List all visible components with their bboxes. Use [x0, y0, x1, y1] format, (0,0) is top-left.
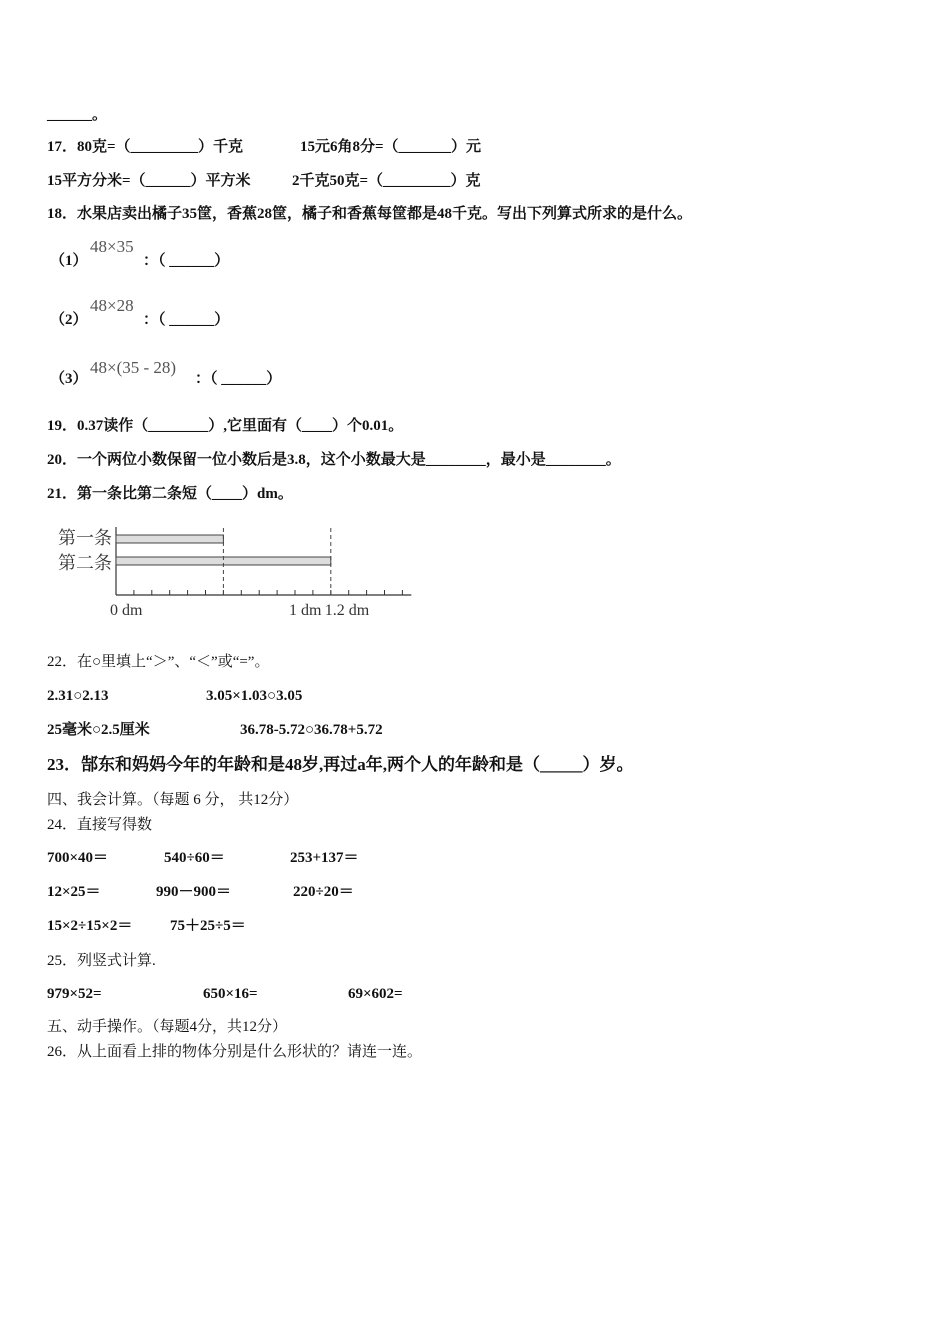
q25-stem: 25．列竖式计算. — [47, 953, 156, 969]
bar-first — [116, 535, 223, 543]
q22-compare-3: 25毫米○2.5厘米 — [47, 722, 150, 738]
previous-question-tail: ______。 — [47, 107, 108, 123]
q26-line: 26．从上面看上排的物体分别是什么形状的？请连一连。 — [47, 1044, 423, 1060]
q24-calc-4: 12×25＝ — [47, 884, 101, 900]
bar-length-diagram — [40, 520, 420, 625]
q22-compare-1: 2.31○2.13 — [47, 688, 109, 704]
q18-item-3-label: （3） — [50, 371, 88, 387]
axis-tick-labels — [110, 602, 370, 619]
axis-tick-label: 1 dm — [289, 602, 322, 619]
q24-calc-3: 253+137＝ — [290, 850, 359, 866]
q24-calc-2: 540÷60＝ — [164, 850, 225, 866]
q17-conversion-yuan: 15元6角8分=（_______）元 — [300, 139, 482, 155]
q24-calc-7: 15×2÷15×2＝ — [47, 918, 133, 934]
q18-stem: 18．水果店卖出橘子35筐，香蕉28筐，橘子和香蕉每筐都是48千克。写出下列算式所求的是什么。 — [47, 206, 693, 222]
q24-calc-1: 700×40＝ — [47, 850, 109, 866]
q18-item-1-answer: ：（ ______） — [143, 253, 230, 269]
q21-stem: 21．第一条比第二条短（____）dm。 — [47, 486, 293, 502]
q22-compare-2: 3.05×1.03○3.05 — [206, 688, 303, 704]
section-5-heading: 五、动手操作。（每题4分，共12分） — [47, 1019, 288, 1035]
q25-calc-3: 69×602= — [348, 986, 403, 1002]
q17-conversion-gram: 2千克50克=（_________）克 — [292, 173, 481, 189]
q18-item-2-label: （2） — [50, 312, 88, 328]
q25-calc-1: 979×52= — [47, 986, 102, 1002]
q24-calc-8: 75＋25÷5＝ — [170, 918, 246, 934]
q17-conversion-kilogram: 17．80克=（_________）千克 — [47, 139, 244, 155]
q18-item-3-answer: ：（ ______） — [195, 371, 282, 387]
q22-stem: 22．在○里填上“＞”、“＜”或“=”。 — [47, 654, 270, 670]
q20-line: 20．一个两位小数保留一位小数后是3.8，这个小数最大是________，最小是________。 — [47, 452, 621, 468]
q18-item-1-label: （1） — [50, 253, 88, 269]
q17-conversion-square-meter: 15平方分米=（______）平方米 — [47, 173, 251, 189]
q24-calc-5: 990－900＝ — [156, 884, 232, 900]
q24-stem: 24．直接写得数 — [47, 817, 153, 833]
q24-calc-6: 220÷20＝ — [293, 884, 354, 900]
section-4-heading: 四、我会计算。（每题 6 分， 共12分） — [47, 792, 299, 808]
q18-item-2-answer: ：（ ______） — [143, 312, 230, 328]
q22-compare-4: 36.78-5.72○36.78+5.72 — [240, 722, 383, 738]
bar-label-first: 第一条 — [58, 528, 112, 548]
q25-calc-2: 650×16= — [203, 986, 258, 1002]
axis-ticks — [116, 590, 402, 595]
axis-tick-label: 0 dm — [110, 602, 143, 619]
q18-item-3-formula: 48×(35 - 28) — [90, 358, 177, 377]
q18-item-1-formula: 48×35 — [90, 237, 134, 256]
axis-tick-label: 1.2 dm — [324, 602, 370, 619]
q18-item-2-formula: 48×28 — [90, 296, 134, 315]
bar-label-second: 第二条 — [58, 553, 112, 573]
q23-line: 23．郜东和妈妈今年的年龄和是48岁,再过a年,两个人的年龄和是（_____）岁。 — [47, 755, 634, 774]
q19-line: 19．0.37读作（________）,它里面有（____）个0.01。 — [47, 418, 404, 434]
